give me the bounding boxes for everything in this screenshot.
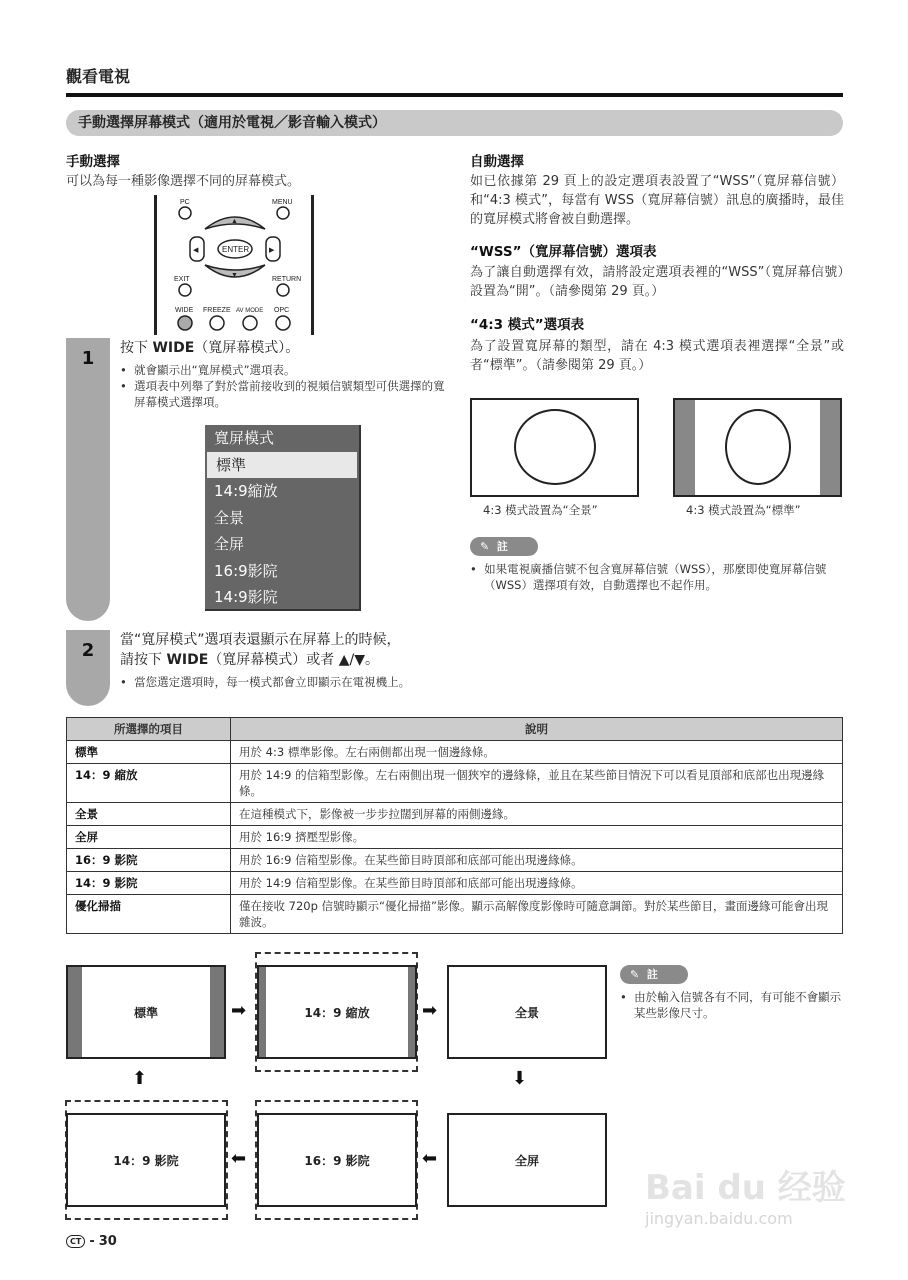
auto-text: 如已依據第 29 頁上的設定選項表設置了“WSS”（寬屏幕信號）和“4:3 模式”，每當有 WSS（寬屏幕信號）訊息的廣播時，最佳的寬屏模式將會被自動選擇。 — [470, 174, 844, 227]
menu-item-14-9-cinema[interactable]: 14:9影院 — [214, 588, 278, 606]
svg-text:▲: ▲ — [231, 218, 238, 225]
step-1-bullets — [120, 362, 445, 410]
table-row: 全屏 用於 16:9 擠壓型影像。 — [67, 826, 843, 849]
table-row: 全景 在這種模式下，影像被一步步拉闊到屏幕的兩側邊緣。 — [67, 803, 843, 826]
step-text: （寬屏幕模式）。 — [194, 340, 300, 356]
caption-panorama: 4:3 模式設置為“全景” — [483, 503, 598, 517]
svg-text:OPC: OPC — [274, 307, 290, 314]
page-footer: CT - 30 — [66, 1234, 117, 1249]
page-number: 30 — [98, 1234, 117, 1249]
step-number: 1 — [81, 348, 95, 369]
arrow-right-icon: ➡ — [231, 1000, 247, 1021]
svg-text:PC: PC — [180, 199, 190, 206]
step-2-tab — [66, 630, 110, 706]
wide-mode-menu — [205, 425, 361, 611]
mode-table — [66, 717, 843, 934]
arrow-left-icon: ⬅ — [231, 1148, 247, 1169]
screen-panorama-diagram — [470, 398, 639, 497]
menu-item-full[interactable]: 全屏 — [214, 535, 245, 553]
arrow-right-icon: ➡ — [422, 1000, 438, 1021]
side-bar — [675, 400, 695, 495]
note-icon: ✎ — [480, 540, 490, 553]
menu-item-standard[interactable]: 標準 — [207, 452, 357, 479]
step-1-instruction — [120, 338, 299, 358]
svg-text:◀: ◀ — [193, 247, 199, 254]
circle-shape — [514, 409, 596, 485]
step-2-instruction — [120, 630, 450, 670]
flow-box-14-9-zoom: 14：9 縮放 — [257, 965, 417, 1059]
col-header: 所選擇的項目 — [67, 718, 231, 741]
remote-illustration — [150, 195, 320, 335]
region-badge: CT — [66, 1235, 85, 1248]
flow-box-panorama: 全景 — [447, 965, 607, 1059]
menu-title: 寬屏模式 — [214, 429, 275, 447]
svg-text:▶: ▶ — [269, 247, 275, 254]
table-row: 14：9 縮放 用於 14:9 的信箱型影像。左右兩側出現一個狹窄的邊緣條，並且在某些節目情況下可以看見頂部和底部也出現邊緣條。 — [67, 764, 843, 803]
step-text: （寬屏幕模式）或者 ▲/▼。 — [208, 652, 379, 668]
mode-text: 為了設置寬屏幕的類型，請在 4:3 模式選項表裡選擇“全景”或者“標準”。（請參閱第 29 頁。） — [470, 339, 844, 373]
step-1-tab — [66, 338, 110, 621]
flow-box-standard: 標準 — [66, 965, 226, 1059]
watermark-logo: Bai du 经验 jingyan.baidu.com — [645, 1168, 846, 1228]
svg-text:FREEZE: FREEZE — [203, 307, 231, 314]
note-icon: ✎ — [630, 968, 640, 981]
svg-text:AV MODE: AV MODE — [236, 308, 264, 314]
table-row: 16：9 影院 用於 16:9 信箱型影像。在某些節目時頂部和底部可能出現邊緣條。 — [67, 849, 843, 872]
arrow-left-icon: ⬅ — [422, 1148, 438, 1169]
menu-item-14-9-zoom[interactable]: 14:9縮放 — [214, 482, 278, 500]
page-title: 觀看電視 — [66, 67, 131, 86]
flow-box-16-9-cinema: 16：9 影院 — [257, 1113, 417, 1207]
note-text: • 如果電視廣播信號不包含寬屏幕信號（WSS），那麼即使寬屏幕信號（WSS）選擇項有效，自動選擇也不起作用。 — [470, 562, 827, 592]
mode-heading: “4:3 模式”選項表 — [470, 317, 585, 333]
wss-text: 為了讓自動選擇有效，請將設定選項表裡的“WSS”（寬屏幕信號）設置為“開”。（請參閱第 29 頁。） — [470, 265, 844, 299]
table-row: 標準 用於 4:3 標準影像。左右兩側都出現一個邊緣條。 — [67, 741, 843, 764]
menu-item-panorama[interactable]: 全景 — [214, 508, 245, 527]
step-text: 按下 — [120, 340, 153, 356]
col-header: 說明 — [231, 718, 843, 741]
manual-heading: 手動選擇 — [66, 154, 120, 170]
svg-text:EXIT: EXIT — [174, 276, 190, 283]
flow-box-14-9-cinema: 14：9 影院 — [66, 1113, 226, 1207]
svg-text:RETURN: RETURN — [272, 276, 302, 283]
caption-standard: 4:3 模式設置為“標準” — [686, 503, 801, 517]
title-rule — [66, 93, 843, 97]
arrow-down-icon: ⬇ — [512, 1068, 528, 1089]
circle-shape — [725, 409, 791, 485]
menu-item-16-9-cinema[interactable]: 16:9影院 — [214, 561, 278, 580]
svg-text:MENU: MENU — [272, 199, 293, 206]
step-text: 請按下 — [120, 652, 167, 668]
arrow-up-icon: ⬆ — [132, 1068, 148, 1089]
screen-standard-diagram — [673, 398, 842, 497]
section-title: 手動選擇屏幕模式（適用於電視／影音輸入模式） — [66, 110, 843, 136]
auto-heading: 自動選擇 — [470, 154, 524, 170]
step-number: 2 — [81, 640, 95, 661]
bullet: • 當您選定選項時，每一模式都會立即顯示在電視機上。 — [120, 675, 411, 689]
svg-text:▼: ▼ — [231, 272, 238, 279]
manual-intro: 可以為每一種影像選擇不同的屏幕模式。 — [66, 174, 301, 189]
note-text: • 由於輸入信號各有不同，有可能不會顯示某些影像尺寸。 — [620, 990, 842, 1020]
table-row: 優化掃描 僅在接收 720p 信號時顯示“優化掃描”影像。顯示高解像度影像時可隨意調節。對於某些節目，畫面邊緣可能會出現雜波。 — [67, 895, 843, 934]
bullet: • 選項表中列舉了對於當前接收到的視頻信號類型可供選擇的寬屏幕模式選擇項。 — [120, 379, 445, 409]
bullet: • 就會顯示出“寬屏模式”選項表。 — [120, 363, 296, 377]
step-text: 當“寬屏模式”選項表還顯示在屏幕上的時候， — [120, 632, 401, 648]
wide-key: WIDE — [166, 652, 209, 668]
wss-heading: “WSS”（寬屏幕信號）選項表 — [470, 244, 657, 260]
svg-text:WIDE: WIDE — [175, 307, 194, 314]
side-bar — [820, 400, 840, 495]
wide-key: WIDE — [152, 340, 195, 356]
note-badge: ✎ 註 — [470, 537, 538, 556]
svg-text:ENTER: ENTER — [222, 245, 250, 254]
note-badge: ✎ 註 — [620, 965, 688, 984]
flow-box-full: 全屏 — [447, 1113, 607, 1207]
table-row: 14：9 影院 用於 14:9 信箱型影像。在某些節目時頂部和底部可能出現邊緣條。 — [67, 872, 843, 895]
